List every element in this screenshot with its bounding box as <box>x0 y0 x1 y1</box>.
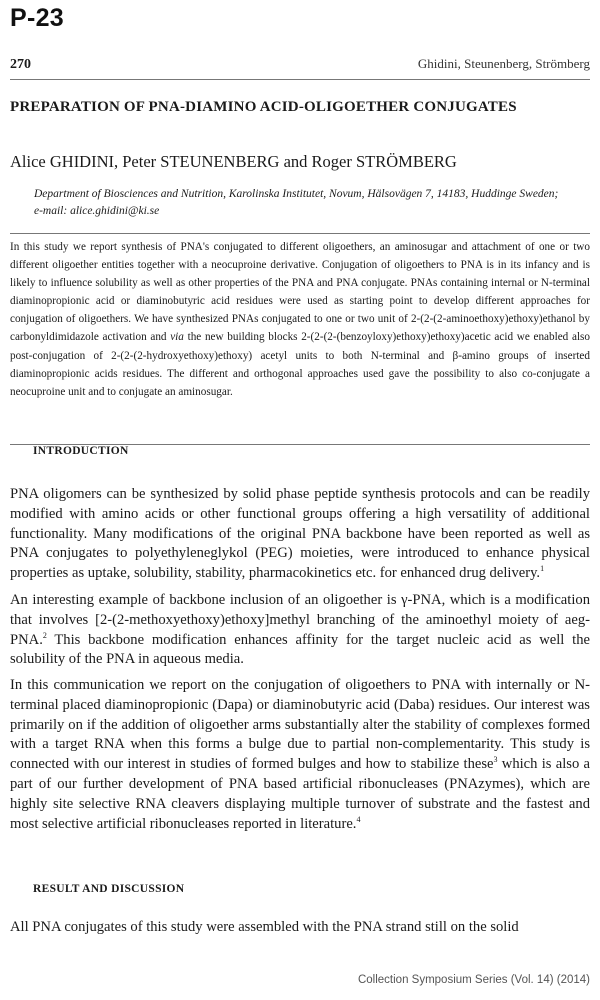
abstract-text-1: In this study we report synthesis of PNA's conjugated to different oligoethers, an aminosugar and attachment of one or two different oligoether entities together with a neocuproine derivative. Conjugation of oligoethers to PNA is in its infancy and is likely to influence solubility as well as other properties of the PNA and PNA conjugate. PNAs containing internal or N-terminal diaminopropionic acid or diaminobutyric acid residues were used as starting point to develop different approaches for conjugation of oligoethers. We have synthesized PNAs conjugated to one or two unit of 2-(2-(2-aminoethoxy)ethoxy)ethanol by carbonyldimidazole activation and <box>10 241 590 344</box>
intro-paragraph-1 <box>10 485 590 584</box>
intro-paragraph-3-tail: which is also a part of our further development of PNA based artificial ribonucleases (PNAzymes), which are highly site selective RNA cleavers displaying multiple turnover of substrate and the fastest and most selective artificial ribonucleases reported in literature. <box>10 756 590 832</box>
intro-paragraph-2-text: An interesting example of backbone inclusion of an oligoether is γ-PNA, which is a modification that involves [2-(2-methoxyethoxy)ethoxy]methyl branching of the aminoethyl moiety of aeg-PNA. <box>10 592 590 648</box>
reference-3: 3 <box>493 755 498 765</box>
page-number: 270 <box>10 57 31 72</box>
running-header <box>10 56 590 80</box>
journal-footer: Collection Symposium Series (Vol. 14) (2014) <box>357 974 590 986</box>
abstract-text-2: the new building blocks 2-(2-(2-(benzoyloxy)ethoxy)ethoxy)acetic acid we enabled also post-conjugation of 2-(2-(2-hydroxyethoxy)ethoxy) acetyl units to both N-terminal and β-amino groups of inserted diaminopropionic acids residues. The different and orthogonal approaches used gave the possibility to also co-conjugate a neocuproine unit and to conjugate an aminosugar. <box>10 331 590 398</box>
abstract-via: via <box>170 331 184 344</box>
abstract <box>10 233 590 445</box>
reference-2: 2 <box>42 630 47 640</box>
author-list: Alice GHIDINI, Peter STEUNENBERG and Roger STRÖMBERG <box>10 152 457 171</box>
introduction-heading: INTRODUCTION <box>33 445 129 457</box>
paper-title: PREPARATION OF PNA-DIAMINO ACID-OLIGOETHER CONJUGATES <box>10 99 517 115</box>
affiliation-department: Department of Biosciences and Nutrition, Karolinska Institutet, Novum, Hälsovägen 7, 14183, Huddinge Sweden; <box>34 188 559 200</box>
intro-paragraph-3-text: In this communication we report on the conjugation of oligoethers to PNA with internally or N-terminal placed diaminopropionic (Dapa) or diaminobutyric acid (Daba) residues. Our interest was primarily on if the addition of oligoether arms substantially alter the stability of complexes formed with a target RNA when this forms a bulge due to partial non-complementarity. This study is connected with our interest in studies of formed bulges and how to stabilize these <box>10 677 590 773</box>
affiliation <box>34 186 590 220</box>
intro-paragraph-2 <box>10 591 590 670</box>
reference-4: 4 <box>356 814 361 824</box>
poster-tag: P-23 <box>10 4 65 32</box>
intro-paragraph-1-text: PNA oligomers can be synthesized by solid phase peptide synthesis protocols and can be readily modified with amino acids or other functional groups offering a high versatility of additional functionality. Many modifications of the original PNA backbone have been reported as well as PNA conjugates to polyethyleneglykol (PEG) moieties, were introduced to enhance physical properties as uptake, solubility, stability, pharmacokinetics etc. for enhanced drug delivery. <box>10 486 590 582</box>
affiliation-email: e-mail: alice.ghidini@ki.se <box>34 205 160 217</box>
intro-paragraph-3 <box>10 676 590 834</box>
reference-1: 1 <box>540 564 545 574</box>
results-paragraph: All PNA conjugates of this study were assembled with the PNA strand still on the solid <box>10 919 519 935</box>
intro-paragraph-2-tail: This backbone modification enhances affinity for the target nucleic acid as well the solubility of the PNA in aqueous media. <box>10 631 590 668</box>
results-heading: RESULT AND DISCUSSION <box>33 883 185 895</box>
running-authors: Ghidini, Steunenberg, Strömberg <box>417 56 590 71</box>
